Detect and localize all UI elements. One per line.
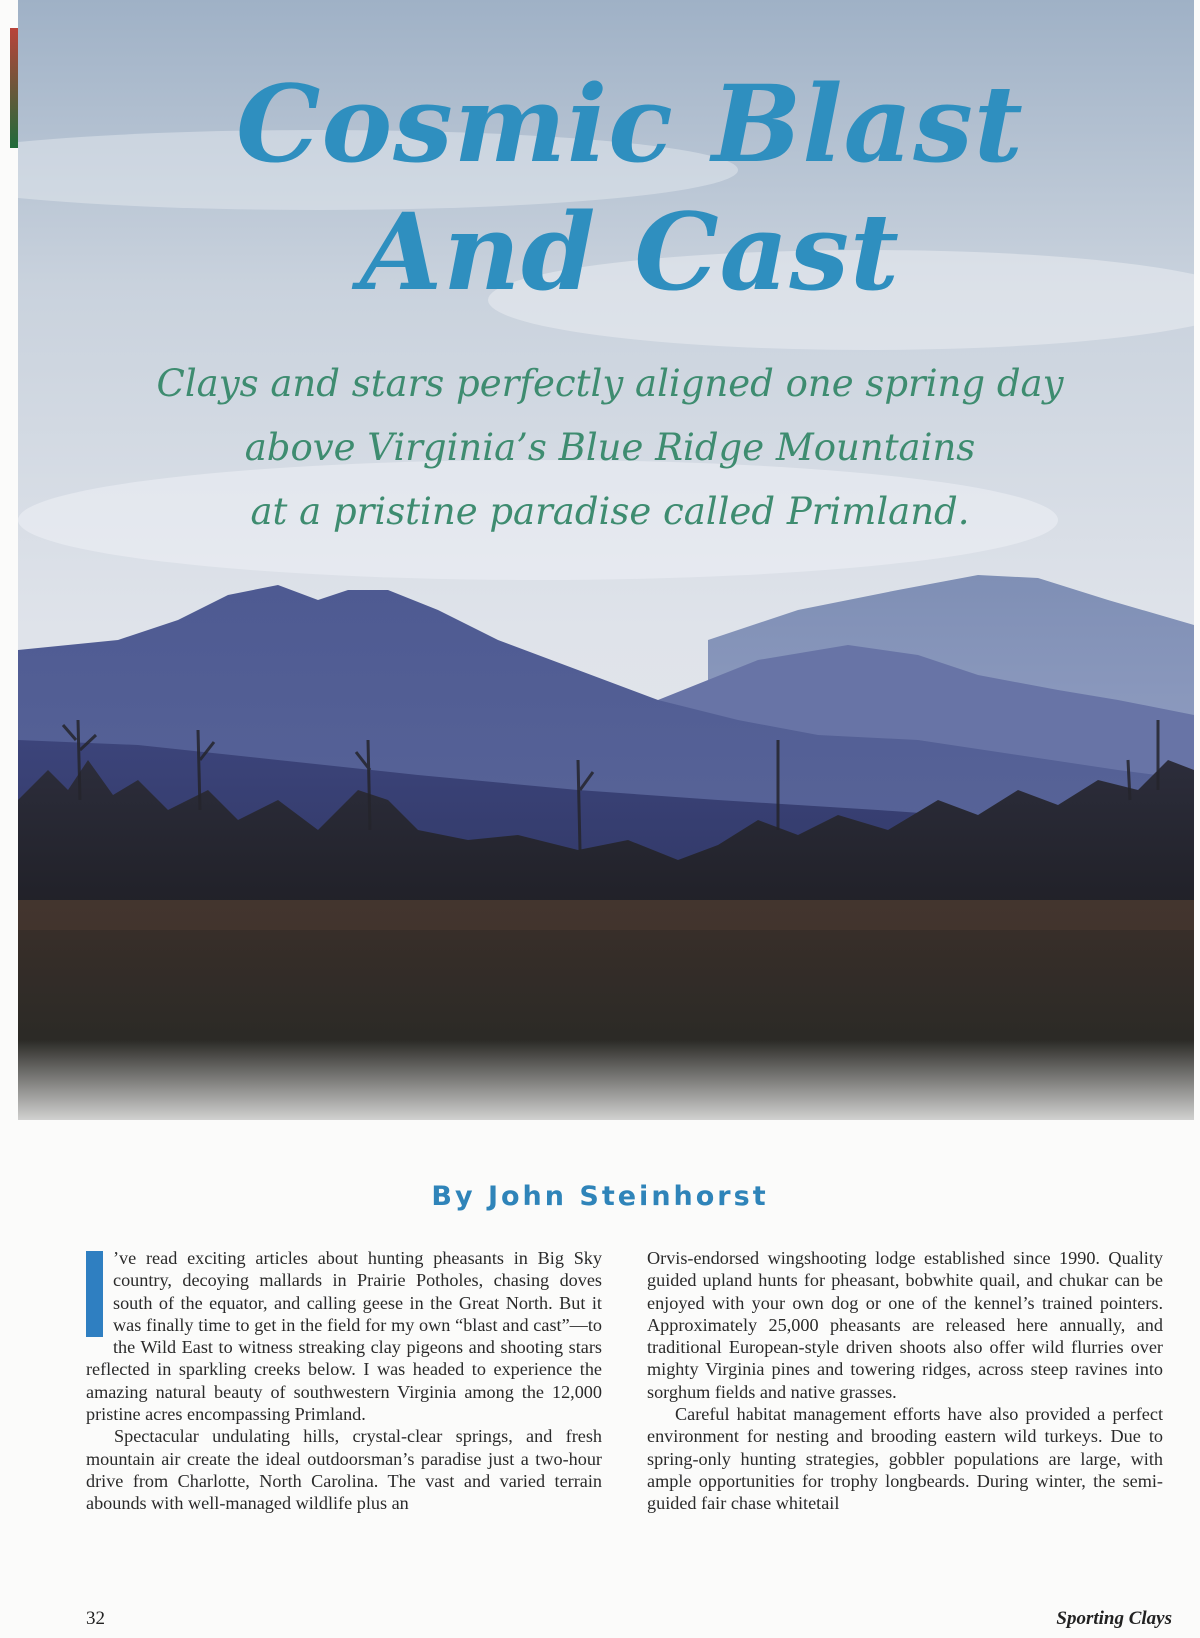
paragraph: Careful habitat management efforts have also provided a perfect environment for nesting and brooding eastern wild turkeys. Due to spring-only hunting strategies, gobbler populations are large, with ample opportunities for trophy longbeards. During winter, the semi-guided fair chase whitetail [647, 1404, 1163, 1514]
article-title [160, 60, 1100, 316]
dropcap-bar-icon [86, 1251, 103, 1337]
body-column-left [86, 1247, 602, 1515]
title-line-2: And Cast [359, 189, 901, 314]
byline: By John Steinhorst [431, 1181, 769, 1212]
paragraph [86, 1247, 602, 1425]
deck-line-2: above Virginia’s Blue Ridge Mountains [244, 426, 976, 469]
article-deck [140, 352, 1080, 544]
page-number: 32 [86, 1608, 105, 1629]
magazine-name: Sporting Clays [1056, 1608, 1172, 1629]
deck-line-3: at a pristine paradise called Primland. [250, 490, 970, 533]
title-line-1: Cosmic Blast [236, 61, 1024, 186]
body-column-right [647, 1247, 1163, 1515]
paragraph: Orvis-endorsed wingshooting lodge established since 1990. Quality guided upland hunts for pheasant, bobwhite quail, and chukar can be enjoyed with your own dog or one of the kennel’s trained pointers. Approximately 25,000 pheasants are released here annually, and traditional European-style driven shoots also offer wild flurries over mighty Virginia pines and towering ridges, across steep ravines into sorghum fields and native grasses. [647, 1248, 1163, 1402]
paragraph-text: ’ve read exciting articles about hunting pheasants in Big Sky country, decoying mallards in Prairie Potholes, chasing doves south of the equator, and calling geese in the Great North. But it was finally time to get in the field for my own “blast and cast”—to the Wild East to witness streaking clay pigeons and shooting stars reflected in sparkling creeks below. I was headed to experience the amazing natural beauty of southwestern Virginia among the 12,000 pristine acres encompassing Primland. [86, 1248, 602, 1425]
paragraph: Spectacular undulating hills, crystal-clear springs, and fresh mountain air create the ideal outdoorsman’s paradise just a two-hour drive from Charlotte, North Carolina. The vast and varied terrain abounds with well-managed wildlife plus an [86, 1426, 602, 1514]
page-edge-strip [10, 28, 18, 148]
deck-line-1: Clays and stars perfectly aligned one spring day [156, 362, 1064, 405]
